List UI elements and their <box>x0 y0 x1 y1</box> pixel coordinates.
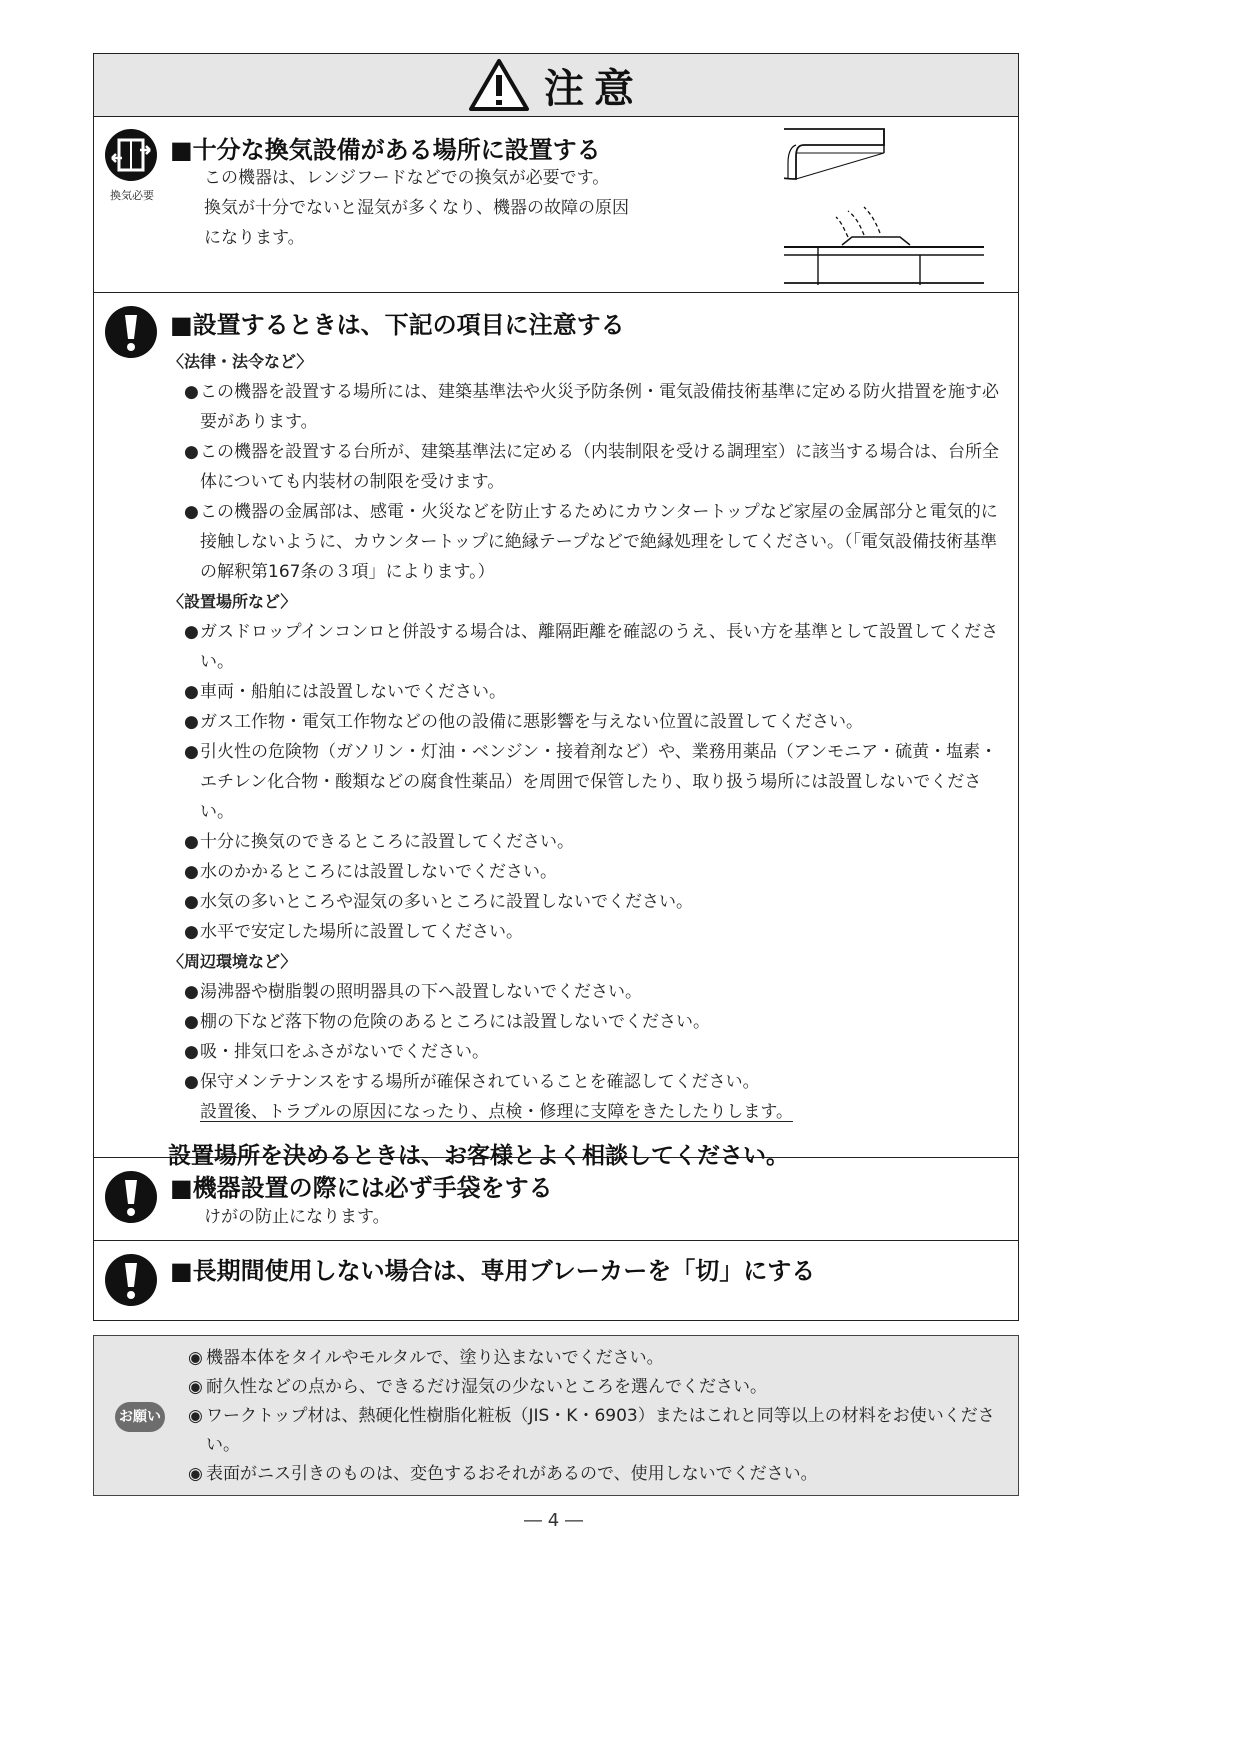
list-item: ● この機器の金属部は、感電・火災などを防止するためにカウンタートップなど家屋の金属部分と電気的に接触しないように、カウンタートップに絶縁テープなどで絶縁処理をしてください。（「電気設備技術基準の解釈第167条の３項」によります。） <box>184 502 998 582</box>
list-item: ● この機器を設置する台所が、建築基準法に定める（内装制限を受ける調理室）に該当する場合は、台所全体についても内装材の制限を受けます。 <box>184 442 999 492</box>
list-item: ● 水平で安定した場所に設置してください。 <box>184 922 523 942</box>
list-item: ● 引火性の危険物（ガソリン・灯油・ベンジン・接着剤など）や、業務用薬品（アンモニア・硫黄・塩素・エチレン化合物・酸類などの腐食性薬品）を周囲で保管したり、取り扱う場所には設置しないでください。 <box>184 742 998 822</box>
range-hood-illustration <box>784 125 1004 285</box>
list-item: ● 棚の下など落下物の危険のあるところには設置しないでください。 <box>184 1012 710 1032</box>
list-item: ● 水のかかるところには設置しないでください。 <box>184 862 557 882</box>
ventilation-required-icon <box>104 128 158 182</box>
list-item: ● ガスドロップインコンロと併設する場合は、離隔距離を確認のうえ、長い方を基準として設置してください。 <box>184 622 999 672</box>
page-number: ― 4 ― <box>524 1510 583 1531</box>
body-line: けがの防止になります。 <box>204 1207 390 1227</box>
underlined-note: 設置後、トラブルの原因になったり、点検・修理に支障をきたしたりします。 <box>200 1102 793 1122</box>
bullseye-icon: ◉ <box>188 1464 203 1484</box>
list-item: ● 湯沸器や樹脂製の照明器具の下へ設置しないでください。 <box>184 982 642 1002</box>
bullseye-icon: ◉ <box>188 1348 203 1368</box>
request-badge: お願い <box>115 1402 165 1432</box>
request-box <box>93 1335 1019 1496</box>
caution-header <box>94 54 1018 117</box>
list-item: ◉ 機器本体をタイルやモルタルで、塗り込まないでください。 <box>188 1344 1003 1373</box>
section-gloves <box>94 1158 1018 1241</box>
section-breaker <box>94 1241 1018 1320</box>
warning-triangle-icon <box>468 58 530 112</box>
section-heading: ■十分な換気設備がある場所に設置する <box>170 136 601 164</box>
mandatory-exclamation-icon <box>104 1253 158 1307</box>
subhead-location: 〈設置場所など〉 <box>168 592 297 611</box>
mandatory-exclamation-icon <box>104 1170 158 1224</box>
ventilation-icon-label: 換気必要 <box>110 189 154 202</box>
list-item: ● この機器を設置する場所には、建築基準法や火災予防条例・電気設備技術基準に定める防火措置を施す必要があります。 <box>184 382 999 432</box>
list-item: ● ガス工作物・電気工作物などの他の設備に悪影響を与えない位置に設置してください。 <box>184 712 863 732</box>
body-line: 換気が十分でないと湿気が多くなり、機器の故障の原因 <box>204 198 629 218</box>
section-heading: ■設置するときは、下記の項目に注意する <box>170 311 625 339</box>
list-item: ● 十分に換気のできるところに設置してください。 <box>184 832 574 852</box>
list-item: ◉ 耐久性などの点から、できるだけ湿気の少ないところを選んでください。 <box>188 1373 1003 1402</box>
list-item: ● 保守メンテナンスをする場所が確保されていることを確認してください。 <box>184 1072 760 1092</box>
subhead-laws: 〈法律・法令など〉 <box>168 352 313 371</box>
list-item: ◉ 表面がニス引きのものは、変色するおそれがあるので、使用しないでください。 <box>188 1460 1003 1489</box>
bullseye-icon: ◉ <box>188 1377 203 1397</box>
subhead-environment: 〈周辺環境など〉 <box>168 952 297 971</box>
body-line: この機器は、レンジフードなどでの換気が必要です。 <box>204 168 610 188</box>
list-item: ● 吸・排気口をふさがないでください。 <box>184 1042 489 1062</box>
section-installation-notes <box>94 293 1018 1169</box>
list-item: ● 車両・船舶には設置しないでください。 <box>184 682 506 702</box>
list-item: ◉ ワークトップ材は、熱硬化性樹脂化粧板（JIS・K・6903）またはこれと同等以上の材料をお使いください。 <box>188 1402 1003 1460</box>
section-ventilation <box>94 117 1018 293</box>
caution-box <box>93 53 1019 1321</box>
section-heading: ■長期間使用しない場合は、専用ブレーカーを「切」にする <box>170 1257 816 1285</box>
body-line: になります。 <box>204 228 305 248</box>
emphasis-statement: 設置場所を決めるときは、お客様とよく相談してください。 <box>168 1143 789 1169</box>
mandatory-exclamation-icon <box>104 305 158 359</box>
list-item: ● 水気の多いところや湿気の多いところに設置しないでください。 <box>184 892 693 912</box>
caution-title: 注意 <box>544 65 644 112</box>
section-heading: ■機器設置の際には必ず手袋をする <box>170 1174 553 1202</box>
bullseye-icon: ◉ <box>188 1406 203 1426</box>
